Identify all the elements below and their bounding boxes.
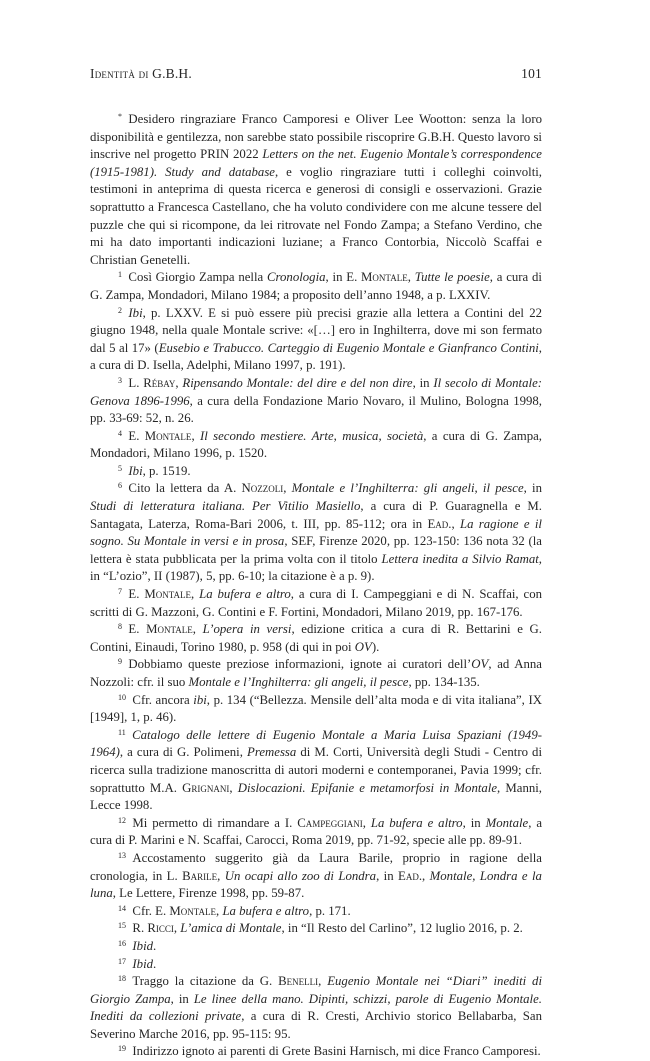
note-text: , in E. [325,270,362,285]
footnote-marker: 13 [118,850,126,860]
note-text: , [451,516,460,531]
note-text: , [175,375,183,390]
note-text: ). [371,639,380,654]
italic-title: Ibid [132,956,154,971]
note-text: , [318,974,328,989]
italic-title: La bufera e altro [222,903,310,918]
footnote-4 [90,428,542,463]
note-text: , a cura di P. Guaragnella e M. Santagata, Laterza, Roma-Bari 2006, t. III, pp. 85-112; ora in [90,499,543,531]
note-text: Desidero ringraziare Franco Camporesi e Oliver Lee Wootton: senza la loro disponibilità e gentilezza, non sarebbe stato possibile riscoprire G.B.H. Questo lavoro si inscrive nel progetto PRIN 2022 [90,112,542,162]
note-text: , in [412,375,434,390]
author-name: Ead. [427,516,452,531]
footnote-19 [90,1043,542,1061]
note-text: , in [523,481,542,496]
note-text: , in “Il Resto del Carlino”, 12 luglio 2016, p. 2. [281,921,523,936]
italic-title: La bufera e altro [370,815,463,830]
author-name: Nozzoli [241,481,284,496]
author-name: Montale [144,428,192,443]
running-title: Identità di G.B.H. [90,66,192,81]
footnote-marker: 12 [118,815,126,825]
italic-title: Letters on the net. Eugenio Montale’s correspondence (1915-1981). Study and database [90,147,542,179]
note-text: Accostamento suggerito già da Laura Barile, proprio in ragione della cronologia, in L. [90,850,542,883]
note-text: E. [128,587,145,602]
note-text: , a cura di G. Zampa, Mondadori, Milano 1984; a proposito dell’anno 1948, a p. LXXIV. [90,270,542,302]
note-text: Dobbiamo queste preziose informazioni, ignote ai curatori dell’ [128,657,472,672]
author-name: Benelli [278,974,319,989]
note-text: , SEF, Firenze 2020, pp. 123-150: 136 nota 32 (la lettera è stata pubblicata per la prima volta con il titolo [90,534,542,566]
note-text: di M. Corti, Università degli Studi - Centro di ricerca sulla tradizione manoscritta di autori moderni e contemporanei, Pavia 1999; cfr. soprattutto M.A. [90,745,543,795]
italic-title: Il secolo di Montale: Genova 1896-1996 [90,375,543,408]
italic-title: Studi di letteratura italiana. Per Vitilio Masiello [90,499,361,514]
note-text: , [190,587,200,602]
note-text: , [362,815,371,830]
note-text: . [153,938,157,953]
footnote-marker: 8 [118,622,122,632]
note-text: , [407,270,415,285]
italic-title: Un ocapi allo zoo di Londra [224,868,377,883]
note-text: , a cura di P. Marini e N. Scaffai, Carocci, Roma 2019, pp. 71-92, specie alle pp. 89-91. [90,815,542,848]
italic-title: Ibi [128,463,143,478]
italic-title: Eusebio e Trabucco. Carteggio di Eugenio Montale e Gianfranco Contini [158,340,539,355]
note-text: , [283,481,292,496]
italic-title: Montale [485,815,529,830]
note-text: Indirizzo ignoto ai parenti di Grete Basini Harnisch, mi dice Franco Camporesi. [132,1044,541,1059]
note-text: , [173,921,181,936]
footnote-17 [90,956,542,974]
footnote-3 [90,375,542,428]
note-text: L. [128,375,144,390]
note-text: Cito la lettera da A. [128,481,242,496]
note-text: , [422,868,430,883]
footnote-marker: 18 [118,974,126,984]
italic-title: La bufera e altro [199,587,291,602]
note-text: , edizione critica a cura di R. Bettarini e G. Contini, Einaudi, Torino 1980, p. 958 (di qui in poi [90,622,542,654]
author-name: Campeggiani [297,815,363,830]
author-name: Ead. [398,868,423,883]
italic-title: Le linee della mano. Dipinti, schizzi, parole di Eugenio Montale. Inediti da collezioni private [90,991,542,1024]
note-text: , in [462,815,486,830]
italic-title: L’opera in versi [202,622,292,637]
footnote-marker: 5 [118,463,122,473]
italic-title: Cronologia [266,270,326,285]
footnote-11 [90,727,542,815]
footnote-marker: 17 [118,956,126,966]
note-text: , [216,903,223,918]
note-text: , a cura di D. Isella, Adelphi, Milano 1997, p. 191). [90,340,542,373]
footnote-6 [90,480,542,586]
note-text: E. [128,428,145,443]
italic-title: Premessa [247,745,297,760]
footnotes [90,111,542,1061]
italic-title: Ibid [132,938,154,953]
note-text: , Le Lettere, Firenze 1998, pp. 59-87. [112,886,305,901]
note-text: , a cura di I. Campeggiani e di N. Scaffai, con scritti di G. Mazzoni, G. Contini e F. Fortini, Mondadori, Milano 2019, pp. 167-176. [90,587,543,619]
note-text: , [229,780,238,795]
page-number: 101 [521,66,542,81]
note-text: , p. 171. [309,903,351,918]
note-text: Così Giorgio Zampa nella [128,270,267,285]
note-text: , in [170,991,194,1006]
note-text: , [192,622,203,637]
footnote-marker: 16 [118,938,126,948]
note-text: , e voglio ringraziare tutti i colleghi coinvolti, testimoni in anteprima di questa ricerca e generosi di consigli e osservazioni. Grazie soprattutto a Francesca Castellano, che ha voluto condividere con me alcune tessere del puzzle che qui si ricompone, da lei ritrovate nel Fondo Zampa; a Stefano Verdino, che mi ha dato importanti indicazioni luziane; a Franco Contorbia, Niccolò Scaffai e Christian Genetelli. [90,164,542,267]
note-text: Cfr. ancora [132,692,194,707]
footnote-marker: 10 [118,692,126,702]
italic-title: Montale e l’Inghilterra: gli angeli, il pesce [291,481,524,496]
note-text: , p. 134 (“Bellezza. Mensile dell’alta moda e di vita italiana”, IX [1949], 1, p. 46). [90,692,542,725]
author-name: Montale [146,622,193,637]
note-text: R. [132,921,148,936]
italic-title: OV [471,657,489,672]
note-text: , [217,868,225,883]
footnote-marker: 15 [118,921,126,931]
footnote-14 [90,903,542,921]
italic-title: Lettera inedita a Silvio Ramat [381,551,539,566]
footnote-marker: 11 [118,727,126,737]
footnote-marker: * [118,112,122,121]
italic-title: ibi [193,692,207,707]
note-text: E. [128,622,147,637]
note-text: , a cura di G. Polimeni, [119,745,248,760]
footnote-star [90,111,542,269]
footnote-marker: 4 [118,428,122,438]
note-text: , in [376,868,398,883]
footnote-5 [90,463,542,481]
footnote-13 [90,850,542,903]
author-name: Montale [144,587,191,602]
footnote-marker: 6 [118,481,122,491]
author-name: Rébay [143,375,176,390]
note-text: . [153,956,157,971]
author-name: Barile [182,868,218,883]
italic-title: Eugenio Montale nei “Diari” inediti di Giorgio Zampa [90,974,543,1006]
author-name: Grignani [182,780,230,795]
note-text: Traggo la citazione da G. [132,974,279,989]
note-text: , pp. 134-135. [408,675,480,689]
note-text: , [191,428,200,443]
footnote-8 [90,621,542,656]
author-name: Montale [169,903,217,918]
footnote-marker: 1 [118,270,122,280]
italic-title: OV [354,639,372,654]
footnote-10 [90,692,542,727]
italic-title: Tutte le poesie [414,270,490,285]
footnote-marker: 14 [118,903,126,913]
italic-title: Catalogo delle lettere di Eugenio Montale a Maria Luisa Spaziani (1949-1964) [90,727,542,760]
note-text: , a cura di R. Cresti, Archivio storico Bellabarba, San Severino Marche 2016, pp. 95-115: 95. [90,1009,543,1041]
italic-title: L’amica di Montale [180,921,282,936]
italic-title: Ibi [128,305,143,320]
footnote-2 [90,305,542,375]
author-name: Ricci [147,921,174,936]
italic-title: Il secondo mestiere. Arte, musica, società [199,428,424,443]
note-text: , ad Anna Nozzoli: cfr. il suo [90,657,542,689]
italic-title: Montale e l’Inghilterra: gli angeli, il pesce [188,675,409,689]
footnote-1 [90,269,542,304]
note-text: Mi permetto di rimandare a I. [132,815,298,830]
running-header [90,66,542,86]
footnote-7 [90,586,542,621]
footnote-marker: 2 [118,305,122,315]
italic-title: La ragione e il sogno. Su Montale in versi e in prosa [90,516,542,549]
footnote-12 [90,815,542,850]
footnote-marker: 19 [118,1044,126,1054]
note-text: , Manni, Lecce 1998. [90,780,543,813]
footnote-9 [90,656,542,691]
note-text: , a cura di G. Zampa, Mondadori, Milano 1996, p. 1520. [90,428,542,461]
footnote-16 [90,938,542,956]
italic-title: Dislocazioni. Epifanie e metamorfosi in Montale [237,780,498,795]
note-text: , a cura della Fondazione Mario Novaro, il Mulino, Bologna 1998, pp. 33-69: 52, n. 26. [90,393,542,426]
author-name: Montale [361,270,408,285]
footnote-marker: 9 [118,657,122,667]
note-text: , p. 1519. [142,463,191,478]
note-text: Cfr. E. [132,903,170,918]
footnote-marker: 7 [118,587,122,597]
footnote-18 [90,973,542,1043]
italic-title: Ripensando Montale: del dire e del non dire [182,375,413,390]
note-text: , in “L’ozio”, II (1987), 5, pp. 6-10; la citazione è a p. 9). [90,551,542,584]
footnote-15 [90,920,542,938]
note-text: , p. LXXV. E si può essere più precisi grazie alla lettera a Contini del 22 giugno 1948, nella quale Montale scrive: «[…] ero in Inghilterra, dove mi son fermato dal 5 al 17» ( [90,305,542,355]
italic-title: Montale, Londra e la luna [90,868,542,901]
footnote-marker: 3 [118,375,122,385]
